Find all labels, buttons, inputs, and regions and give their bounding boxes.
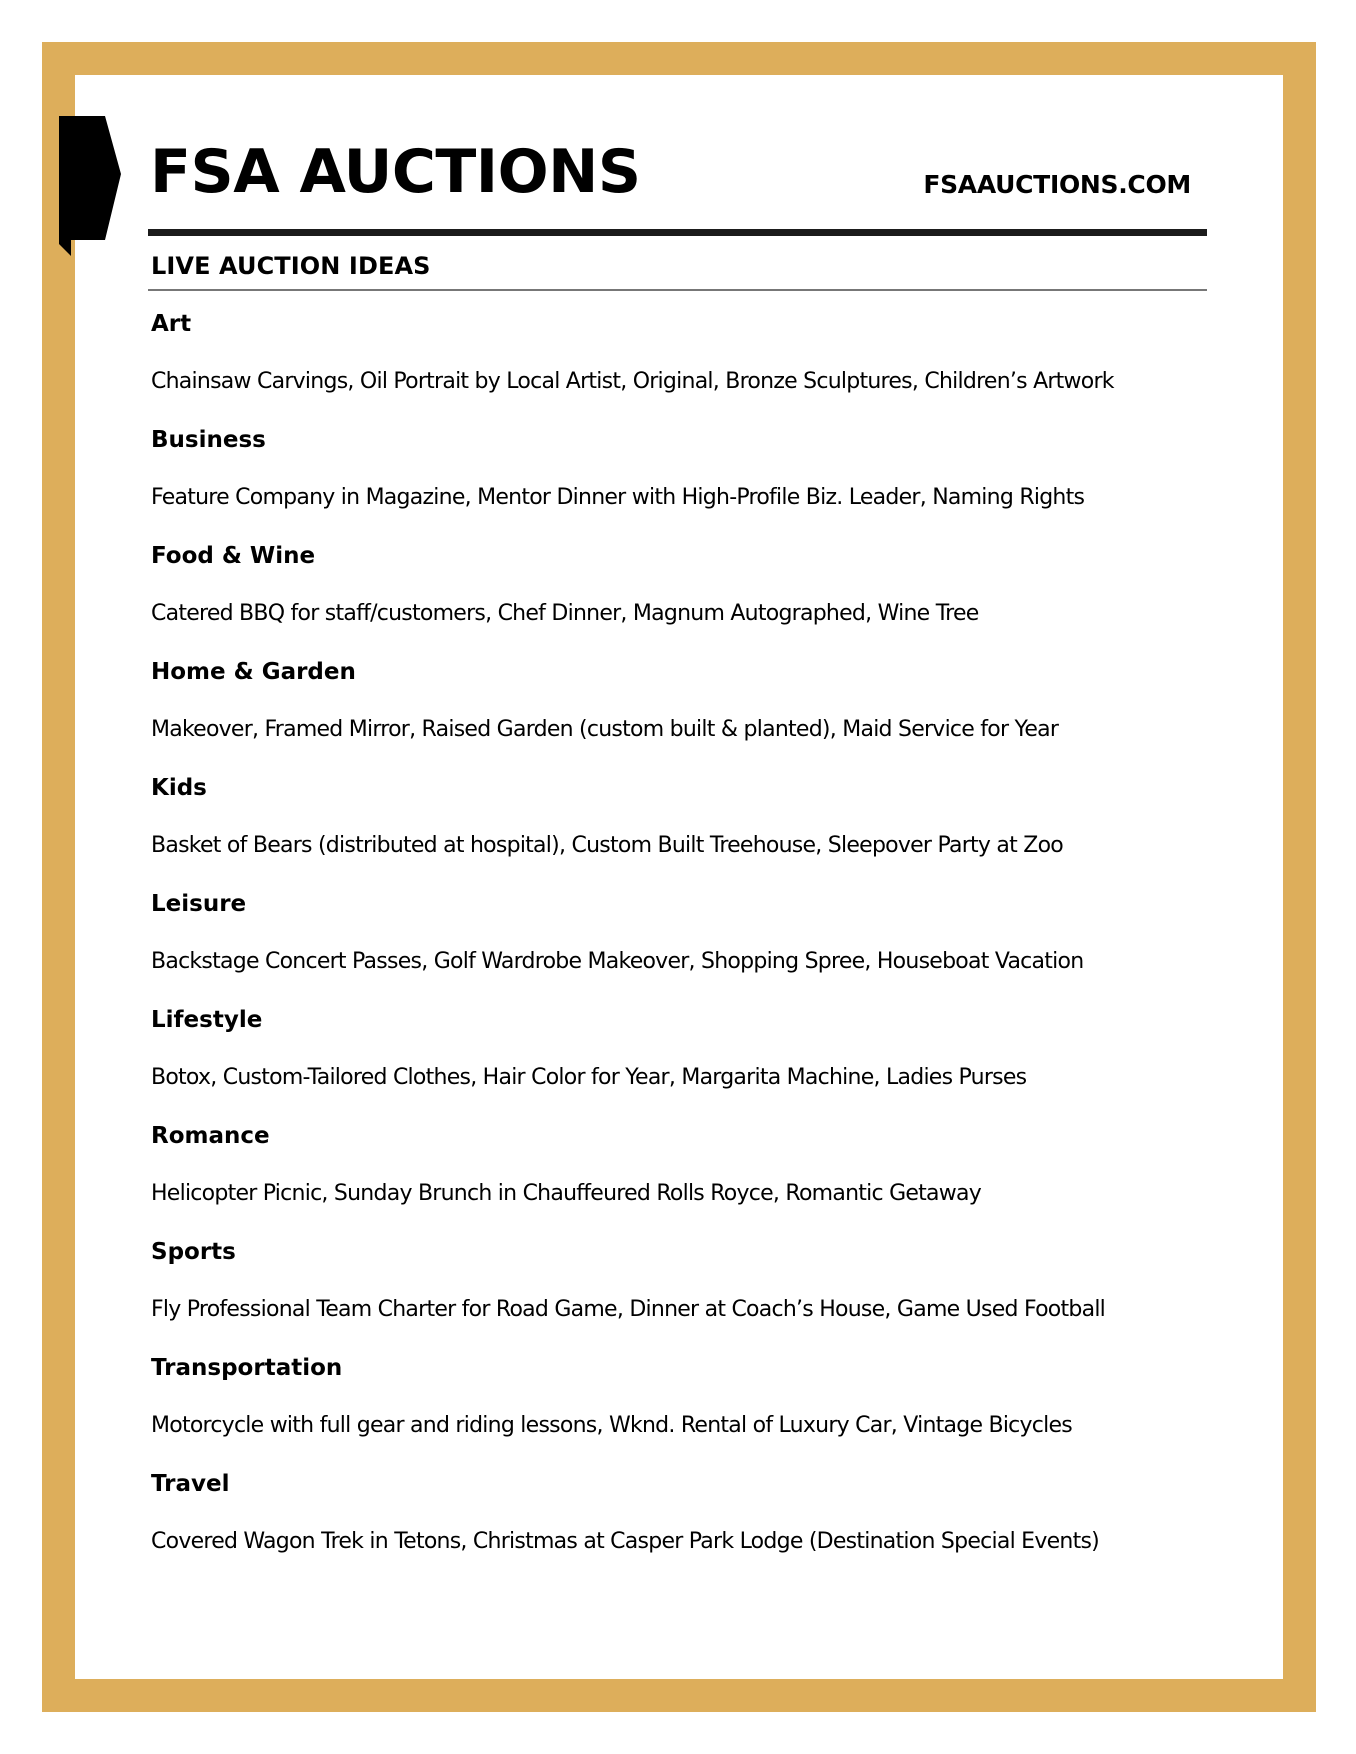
category-items: Botox, Custom-Tailored Clothes, Hair Color for Year, Margarita Machine, Ladies Purses (151, 1065, 1027, 1090)
category-name: Art (151, 311, 192, 337)
category-name: Lifestyle (151, 1007, 263, 1033)
category-name: Transportation (151, 1355, 343, 1381)
category-name: Sports (151, 1239, 236, 1265)
category-name: Food & Wine (151, 543, 316, 569)
category-romance (151, 1119, 1221, 1235)
category-lifestyle (151, 1003, 1221, 1119)
category-items: Catered BBQ for staff/customers, Chef Dinner, Magnum Autographed, Wine Tree (151, 601, 979, 626)
category-items: Chainsaw Carvings, Oil Portrait by Local Artist, Original, Bronze Sculptures, Children’s Artwork (151, 369, 1114, 394)
category-list (151, 307, 1221, 1583)
section-divider (148, 289, 1207, 291)
category-name: Home & Garden (151, 659, 356, 685)
category-sports (151, 1235, 1221, 1351)
bookmark-tab-icon (59, 116, 121, 256)
category-kids (151, 771, 1221, 887)
category-home-garden (151, 655, 1221, 771)
category-travel (151, 1467, 1221, 1583)
category-name: Romance (151, 1123, 270, 1149)
category-items: Makeover, Framed Mirror, Raised Garden (custom built & planted), Maid Service for Year (151, 717, 1059, 742)
category-leisure (151, 887, 1221, 1003)
category-business (151, 423, 1221, 539)
section-heading: LIVE AUCTION IDEAS (151, 252, 431, 280)
category-name: Kids (151, 775, 207, 801)
category-items: Feature Company in Magazine, Mentor Dinner with High-Profile Biz. Leader, Naming Rights (151, 485, 1085, 510)
website-url: FSAAUCTIONS.COM (923, 170, 1191, 199)
category-items: Fly Professional Team Charter for Road Game, Dinner at Coach’s House, Game Used Football (151, 1297, 1106, 1322)
category-name: Travel (151, 1471, 230, 1497)
category-items: Covered Wagon Trek in Tetons, Christmas at Casper Park Lodge (Destination Special Events) (151, 1529, 1099, 1554)
category-items: Motorcycle with full gear and riding lessons, Wknd. Rental of Luxury Car, Vintage Bicycles (151, 1413, 1073, 1438)
header-divider (148, 229, 1207, 236)
category-art (151, 307, 1221, 423)
category-items: Basket of Bears (distributed at hospital), Custom Built Treehouse, Sleepover Party at Zoo (151, 833, 1063, 858)
category-items: Backstage Concert Passes, Golf Wardrobe Makeover, Shopping Spree, Houseboat Vacation (151, 949, 1084, 974)
category-name: Business (151, 427, 266, 453)
category-name: Leisure (151, 891, 247, 917)
brand-title: FSA AUCTIONS (150, 137, 641, 207)
category-food-wine (151, 539, 1221, 655)
category-items: Helicopter Picnic, Sunday Brunch in Chauffeured Rolls Royce, Romantic Getaway (151, 1181, 982, 1206)
category-transportation (151, 1351, 1221, 1467)
